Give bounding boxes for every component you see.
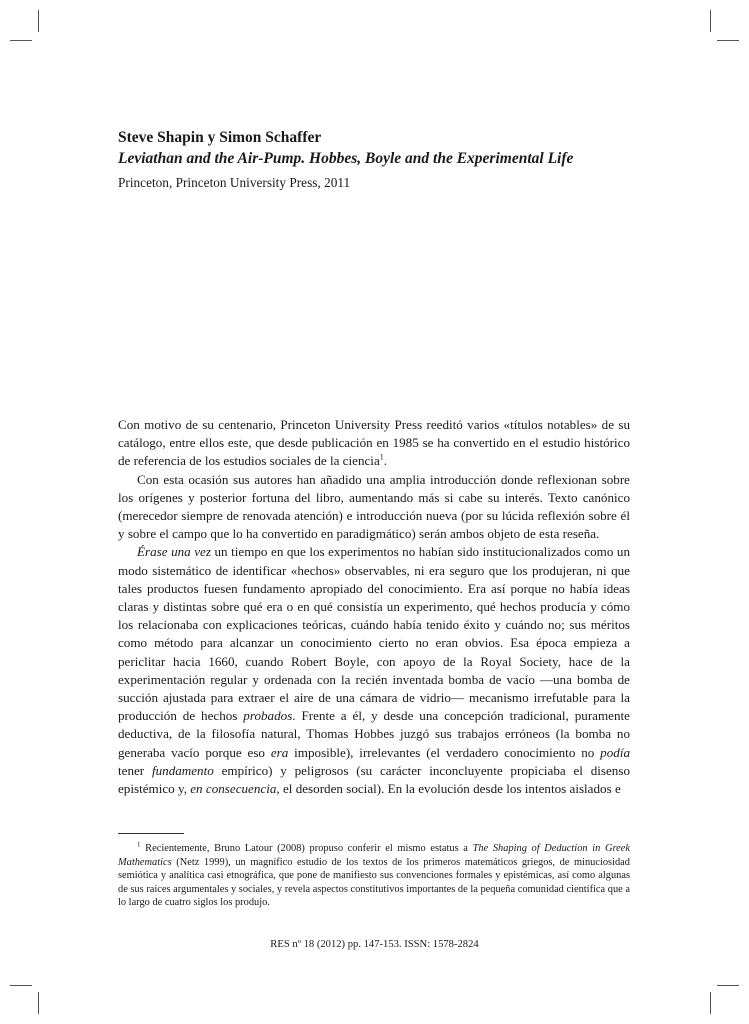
p3-italic-5: fundamento — [151, 762, 214, 778]
crop-mark-top-left-horizontal — [10, 40, 32, 41]
book-title: Leviathan and the Air-Pump. Hobbes, Boyle and the Experimental Life — [118, 150, 574, 167]
p3-text-5: empírico) y peligrosos (su carácter inconcluyente propiciaba el disenso epistémico y, — [118, 762, 630, 797]
crop-mark-top-right-horizontal — [717, 40, 739, 41]
paragraph-1-text: Con motivo de su centenario, Princeton University Press reeditó varios «títulos notables» de su catálogo, entre ellos este, que desde publicación en 1985 se ha convertido en el estudio histórico de referencia de los estudios sociales de la ciencia — [118, 417, 630, 469]
crop-mark-top-left-vertical — [38, 10, 39, 32]
p3-italic-6: en consecuencia — [190, 781, 277, 797]
footnote-1 — [118, 842, 630, 910]
p3-text-6: , el desorden social). En la evolución desde los intentos aislados e — [276, 781, 621, 797]
p3-italic-1: Érase una vez — [137, 544, 211, 560]
review-header — [118, 128, 638, 194]
p3-text-3: imposible), irrelevantes (el verdadero conocimiento no — [288, 744, 601, 760]
crop-mark-bottom-right-horizontal — [717, 985, 739, 986]
crop-mark-bottom-left-horizontal — [10, 985, 32, 986]
footnote-divider — [118, 833, 184, 834]
crop-mark-bottom-left-vertical — [38, 992, 39, 1014]
paragraph-1-end: . — [383, 453, 388, 469]
p3-text-1: un tiempo en que los experimentos no habían sido institucionalizados como un modo sistemático de identificar «hechos» observables, ni era seguro que los produjeran, ni que tales productos fuesen fundamento apropiado del conocimiento. Era así porque no había ideas claras y distintas sobre qué era o en qué consistía un experimento, qué hechos producía y cómo los relacionaba con explicaciones teóricas, cuándo había tenido éxito y cuándo no; sus méritos como método para alcanzar un conocimiento cierto no eran obvios. Esa época empieza a periclitar hacia 1660, cuando Robert Boyle, con apoyo de la Royal Society, hace de la experimentación regular y ordenada con la recién inventada bomba de vacío —una bomba de succión ajustada para extraer el aire de una cámara de vidrio— mecanismo irrefutable para la producción de hechos — [118, 544, 630, 724]
review-body — [118, 416, 630, 798]
footnote-reference: 1 — [379, 453, 384, 463]
crop-mark-bottom-right-vertical — [710, 992, 711, 1014]
p3-italic-3: era — [270, 744, 289, 760]
footnote-italic-title: The Shaping of Deduction in Greek Mathematics — [118, 843, 630, 868]
p3-text-2: . Frente a él, y desde una concepción tradicional, puramente deductiva, de la filosofía natural, Thomas Hobbes juzgó sus trabajos erróneos (la bomba no generaba vacío porque eso — [118, 708, 630, 760]
paragraph-2: Con esta ocasión sus autores han añadido una amplia introducción donde reflexionan sobre los orígenes y posterior fortuna del libro, aumentando más si cabe su interés. Texto canónico (merecedor siempre de renovada atención) e introducción nueva (por su lúcida reflexión sobre él y sobre el campo que lo ha convertido en paradigmático) serán ambos objeto de esta reseña. — [118, 471, 630, 542]
book-authors: Steve Shapin y Simon Schaffer — [118, 129, 322, 146]
footnote-number: 1 — [137, 840, 141, 849]
footnote-text-1: Recientemente, Bruno Latour (2008) propuso conferir el mismo estatus a — [140, 843, 473, 854]
paragraph-1 — [118, 416, 630, 471]
crop-mark-top-right-vertical — [710, 10, 711, 32]
p3-text-4: tener — [118, 762, 152, 778]
book-publication: Princeton, Princeton University Press, 2011 — [118, 175, 351, 190]
p3-italic-4: podía — [600, 744, 630, 760]
paragraph-3 — [118, 543, 630, 798]
journal-citation: RES nº 18 (2012) pp. 147-153. ISSN: 1578-2824 — [270, 939, 479, 950]
footnote-text-2: (Netz 1999), un magnífico estudio de los textos de los primeros matemáticos griegos, de minuciosidad semiótica y analítica casi etnográfica, que pone de manifiesto sus convenciones formales y epistémicas, así como algunas de sus raíces argumentales y sociales, y revela aspectos constitutivos importantes de la pequeña comunidad científica que a lo largo de cuatro siglos los produjo. — [118, 856, 630, 909]
p3-italic-2: probados — [243, 708, 293, 724]
